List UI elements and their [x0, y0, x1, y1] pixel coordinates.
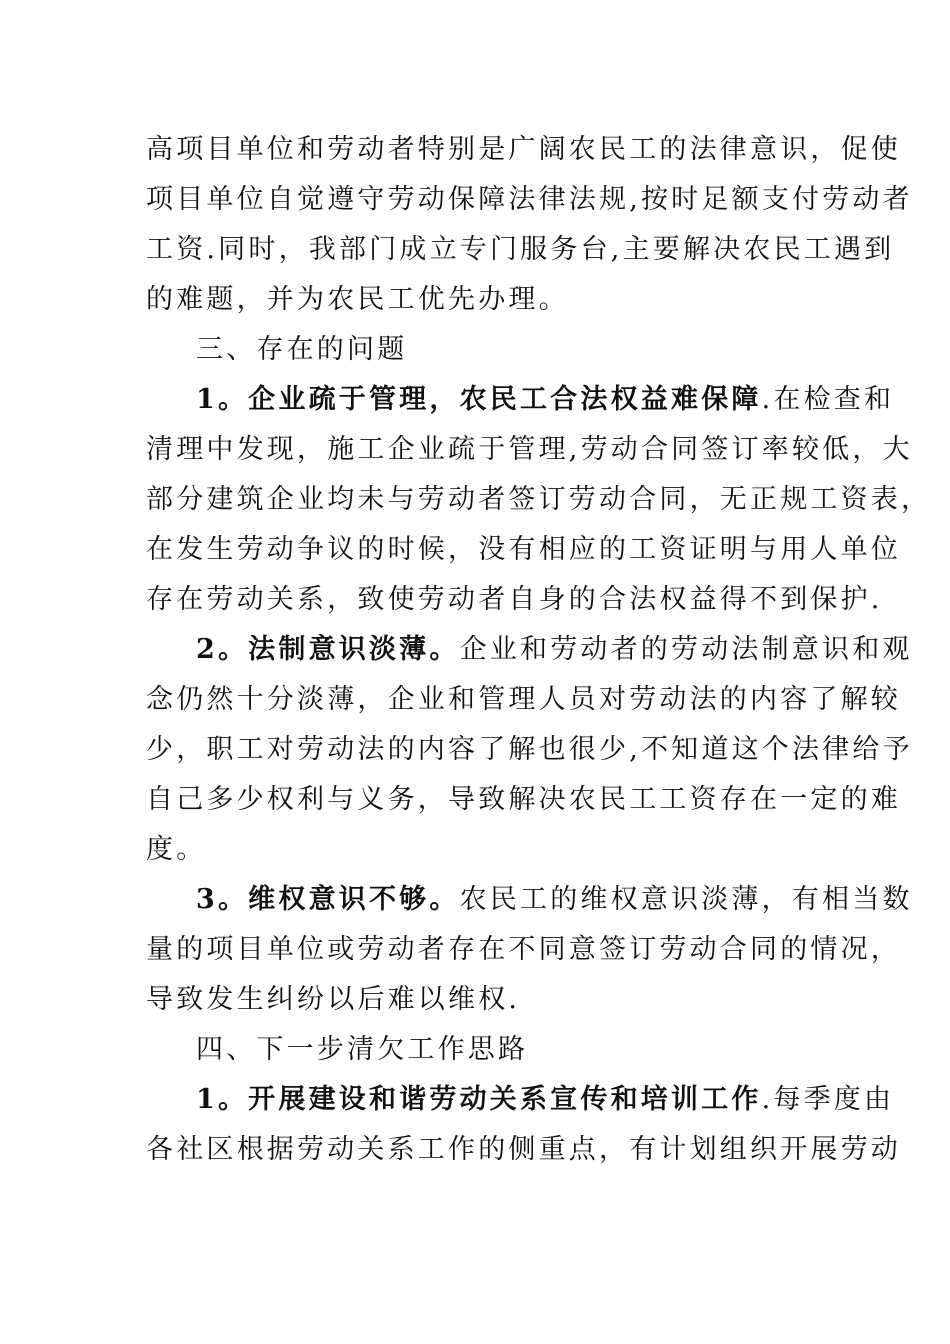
body-line: 念仍然十分淡薄，企业和管理人员对劳动法的内容了解较 — [146, 684, 901, 715]
paragraph-heading: 3。维权意识不够。 — [196, 884, 460, 915]
section-heading-problems: 三、存在的问题 — [196, 334, 408, 365]
body-line: 自己多少权利与义务，导致解决农民工工资存在一定的难 — [146, 784, 901, 815]
body-line: 存在劳动关系，致使劳动者自身的合法权益得不到保护. — [146, 584, 883, 615]
body-text: 企业和劳动者的劳动法制意识和观 — [459, 634, 913, 665]
body-line: 清理中发现，施工企业疏于管理,劳动合同签订率较低，大 — [146, 434, 913, 465]
body-line: 导致发生纠纷以后难以维权. — [146, 984, 521, 1015]
body-line: 在发生劳动争议的时候，没有相应的工资证明与用人单位 — [146, 534, 901, 565]
paragraph-lead-line — [196, 1080, 894, 1120]
paragraph-lead-line — [196, 380, 894, 420]
body-line: 少，职工对劳动法的内容了解也很少,不知道这个法律给予 — [146, 734, 913, 765]
body-line: 度。 — [146, 834, 207, 865]
paragraph-heading: 1。开展建设和谐劳动关系宣传和培训工作 — [196, 1084, 762, 1115]
body-line: 项目单位自觉遵守劳动保障法律法规,按时足额支付劳动者 — [146, 184, 913, 215]
body-line: 部分建筑企业均未与劳动者签订劳动合同，无正规工资表， — [146, 484, 932, 515]
section-heading-next-steps: 四、下一步清欠工作思路 — [196, 1034, 529, 1065]
body-text: .每季度由 — [761, 1084, 895, 1115]
paragraph-lead-line — [196, 880, 913, 920]
body-line: 各社区根据劳动关系工作的侧重点，有计划组织开展劳动 — [146, 1134, 901, 1165]
paragraph-heading: 1。企业疏于管理，农民工合法权益难保障 — [196, 384, 762, 415]
body-text: 农民工的维权意识淡薄，有相当数 — [459, 884, 913, 915]
body-line: 量的项目单位或劳动者存在不同意签订劳动合同的情况， — [146, 934, 901, 965]
body-text: .在检查和 — [761, 384, 895, 415]
paragraph-lead-line — [196, 630, 913, 670]
body-line: 的难题，并为农民工优先办理。 — [146, 284, 569, 315]
body-line: 工资.同时，我部门成立专门服务台,主要解决农民工遇到 — [146, 234, 895, 265]
body-line: 高项目单位和劳动者特别是广阔农民工的法律意识，促使 — [146, 134, 901, 165]
paragraph-heading: 2。法制意识淡薄。 — [196, 634, 460, 665]
